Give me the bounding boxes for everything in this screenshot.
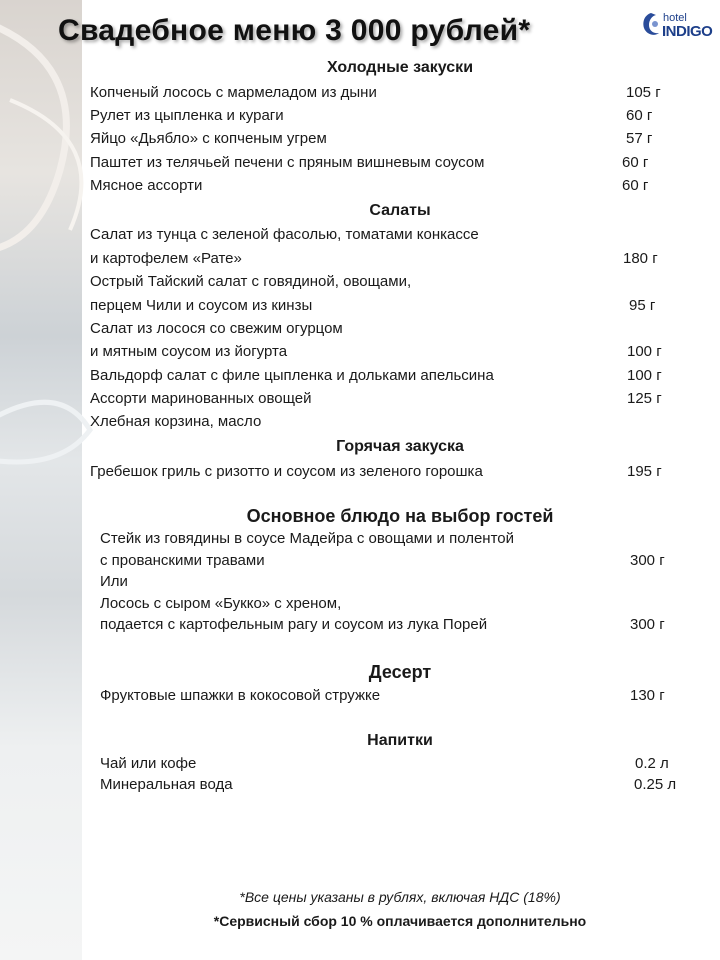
- logo-text-hotel: hotel: [663, 12, 687, 24]
- section-heading-dessert: Десерт: [368, 662, 432, 682]
- item-qty: 100 г: [627, 367, 662, 384]
- section-heading-salads: Салаты: [369, 202, 431, 219]
- menu-item: [90, 250, 690, 270]
- item-name: Гребешок гриль с ризотто и соусом из зеленого горошка: [90, 463, 483, 480]
- item-qty: 0.25 л: [634, 776, 677, 793]
- item-qty: 180 г: [623, 250, 658, 267]
- item-name: и картофелем «Рате»: [90, 250, 242, 267]
- menu-item: [100, 776, 700, 796]
- item-name: перцем Чили и соусом из кинзы: [90, 297, 313, 314]
- menu-item: [90, 367, 690, 387]
- menu-item: [90, 84, 690, 104]
- item-qty: 125 г: [627, 390, 662, 407]
- item-name: Яйцо «Дьябло» с копченым угрем: [90, 130, 327, 147]
- item-name: Ассорти маринованных овощей: [90, 390, 312, 407]
- item-name: Или: [100, 573, 128, 590]
- item-qty: 95 г: [629, 297, 656, 314]
- item-name: Рулет из цыпленка и кураги: [90, 107, 284, 124]
- item-qty: 195 г: [627, 463, 662, 480]
- item-name: Фруктовые шпажки в кокосовой стружке: [100, 687, 381, 704]
- item-name: и мятным соусом из йогурта: [90, 343, 288, 360]
- menu-item: [100, 530, 700, 550]
- page-title: Свадебное меню 3 000 рублей*: [58, 14, 531, 47]
- section-heading-main-course: Основное блюдо на выбор гостей: [246, 506, 554, 526]
- item-name: Мясное ассорти: [90, 177, 203, 194]
- item-name: Салат из лосося со свежим огурцом: [90, 320, 343, 337]
- menu-item: [90, 154, 690, 174]
- menu-item: [90, 273, 690, 293]
- item-name: Острый Тайский салат с говядиной, овощами,: [90, 273, 412, 290]
- menu-item: [90, 390, 690, 410]
- menu-item: [100, 687, 700, 707]
- menu-item: [90, 107, 690, 127]
- section-heading-hot-appetizer: Горячая закуска: [336, 438, 464, 455]
- hotel-indigo-logo: [640, 8, 720, 44]
- menu-item: [100, 595, 700, 615]
- background-photo-strip: [0, 0, 82, 960]
- menu-item: [90, 343, 690, 363]
- menu-item: [100, 573, 700, 593]
- item-name: Чай или кофе: [100, 755, 197, 772]
- item-name: Хлебная корзина, масло: [90, 413, 262, 430]
- menu-item: [100, 552, 700, 572]
- item-qty: 60 г: [622, 154, 649, 171]
- item-name: Лосось с сыром «Букко» с хреном,: [100, 595, 342, 612]
- item-qty: 57 г: [626, 130, 653, 147]
- menu-item: [100, 616, 700, 636]
- item-qty: 300 г: [630, 616, 665, 633]
- menu-item: [90, 226, 690, 246]
- menu-item: [90, 297, 690, 317]
- section-heading-drinks: Напитки: [367, 732, 433, 749]
- item-name: Минеральная вода: [100, 776, 233, 793]
- footnote-service-charge: *Сервисный сбор 10 % оплачивается дополнительно: [213, 913, 587, 929]
- item-name: подается с картофельным рагу и соусом из лука Порей: [100, 616, 488, 633]
- menu-item: [90, 463, 690, 483]
- menu-item: [90, 130, 690, 150]
- footnote-vat: *Все цены указаны в рублях, включая НДС (18%): [239, 889, 561, 905]
- logo-text-indigo: INDIGO: [662, 23, 713, 40]
- menu-item: [100, 755, 700, 775]
- item-qty: 300 г: [630, 552, 665, 569]
- item-name: Вальдорф салат с филе цыпленка и дольками апельсина: [90, 367, 494, 384]
- menu-item: [90, 177, 690, 197]
- logo-emblem-icon: [640, 12, 662, 38]
- item-name: Копченый лосось с мармеладом из дыни: [90, 84, 377, 101]
- item-qty: 100 г: [627, 343, 662, 360]
- section-heading-cold-appetizers: Холодные закуски: [326, 59, 474, 76]
- item-name: Салат из тунца с зеленой фасолью, томатами конкассе: [90, 226, 479, 243]
- item-qty: 0.2 л: [635, 755, 669, 772]
- item-qty: 60 г: [626, 107, 653, 124]
- item-name: Стейк из говядины в соусе Мадейра с овощами и полентой: [100, 530, 515, 547]
- item-qty: 105 г: [626, 84, 661, 101]
- item-qty: 60 г: [622, 177, 649, 194]
- menu-item: [90, 320, 690, 340]
- menu-item: [90, 413, 690, 433]
- item-name: с прованскими травами: [100, 552, 265, 569]
- item-name: Паштет из телячьей печени с пряным вишневым соусом: [90, 154, 485, 171]
- item-qty: 130 г: [630, 687, 665, 704]
